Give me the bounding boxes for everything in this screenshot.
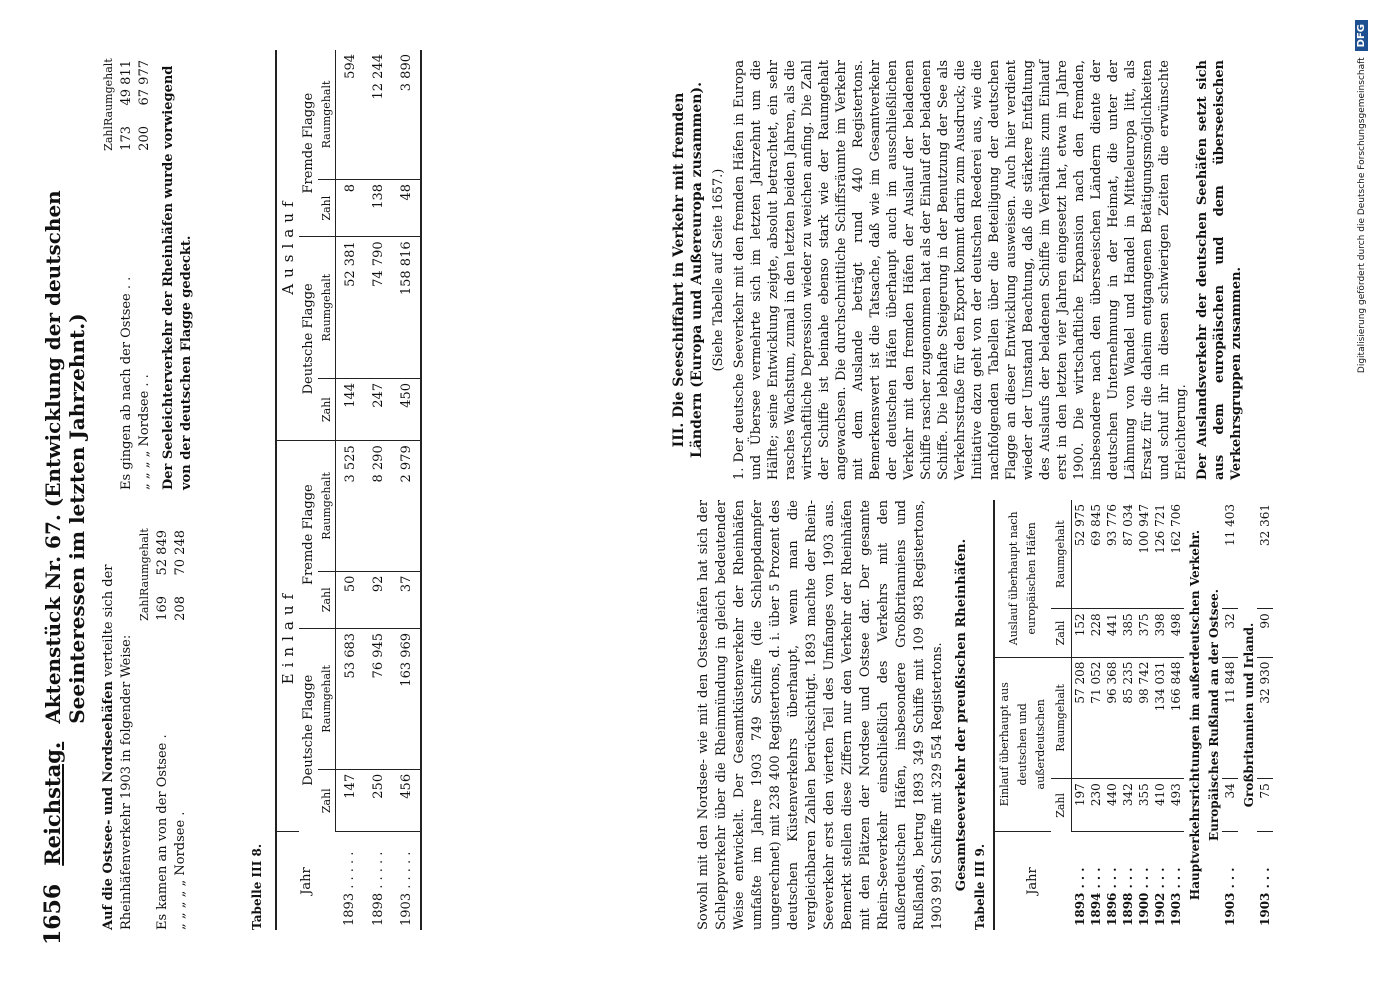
col-raum: Raumgehalt: [318, 628, 336, 769]
table-row: 1898 . . . . . 250 76 945 92 8 290 247 74 790 138 12 244: [364, 50, 392, 930]
col-zahl: Zahl: [318, 571, 336, 628]
col-zahl: Zahl: [318, 179, 336, 236]
departure-zahl: 200: [137, 126, 152, 151]
fremde-flagge-header: Fremde Flagge: [299, 50, 318, 237]
reichstag-label: Reichstag.: [40, 741, 65, 866]
col-zahl: Zahl: [102, 126, 115, 151]
table-row: 1903 . . . 75 32 930 90 32 361: [1257, 500, 1273, 930]
einlauf-header: Einlauf überhaupt aus deutschen und außerdeutschen: [994, 657, 1051, 831]
section-paragraph: 1. Der deutsche Seeverkehr mit den fremden Häfen in Europa und Übersee vermehrte sich im letzten Jahrzehnt um die Hälfte; seine Entwicklung zeigte, absolut betrachtet, ein sehr rasches Wachstum, zumal in den letzten beiden Jahren, als die wirtschaftliche Depression wieder zu weichen anfing. Die Zahl der Schiffe ist beinahe ebenso stark wie der Raumgehalt angewachsen. Die durchschnittliche Schiffsräumte im Verkehr mit dem Auslande beträgt rund 440 Registertons. Bemerkenswert ist die Tatsache, daß wie im Gesamtverkehr der deutschen Häfen überhaupt auch im ausschließlichen Verkehr mit den fremden Häfen der Auslauf der beladenen Schiffe rascher zugenommen hat als der Einlauf der beladenen Schiffe. Die lebhafte Steigerung in der Benutzung der See als Verkehrsstraße für den Export kommt darin zum Ausdruck; die Initiative dazu geht von der deutschen Reederei aus, wie die nachfolgenden Tabellen über die Beteiligung der deutschen Flagge an dieser Entwicklung ausweisen. Auch hier verdient wieder der Umstand Beachtung, daß die stärkere Entfaltung des Auslaufs der beladenen Schiffe im Verhältnis zum Einlauf erst in den letzten vier Jahren eingesetzt hat, etwa im Jahre 1900. Die wirtschaftliche Expansion nach den fremden, insbesondere nach den überseeischen Ländern diente der deutschen Unternehmung in der Heimat, die unter der Lähmung von Wandel und Handel in Mitteleuropa litt, als Ersatz für die daheim entgangenen Betätigungsmöglichkeiten und schuf ihr in diesen schwierigen Zeiten die erwünschte Erleichterung.: [732, 60, 1189, 480]
table-row: 1902 . . . 410 134 031 398 126 721: [1152, 500, 1168, 930]
digitization-credit: [1355, 20, 1368, 980]
col-zahl: Zahl: [1051, 779, 1072, 832]
departure-raum: 67 977: [137, 60, 152, 106]
table-row: 1893 . . . 197 57 208 152 52 975: [1072, 500, 1089, 930]
intro-departures: [100, 60, 196, 490]
page-number: 1656: [40, 883, 66, 945]
subsection-title: Europäisches Rußland an der Ostsee.: [1207, 589, 1221, 841]
col-raum: Raumgehalt: [138, 528, 151, 596]
arrivals-list: [136, 530, 190, 930]
auslauf-header: Auslauf: [276, 50, 299, 441]
arrival-raum: 70 248: [173, 530, 188, 576]
table-row: 1903 . . . 34 11 848 32 11 403: [1222, 500, 1238, 930]
arrival-label: Es kamen an von der Ostsee .: [155, 734, 170, 930]
table9-label: Tabelle III 9.: [973, 843, 987, 930]
col-raum: Raumgehalt: [102, 58, 115, 126]
lower-left-column: [695, 500, 1273, 930]
col-zahl: Zahl: [1051, 609, 1072, 657]
table8-label: Tabelle III 8.: [250, 843, 264, 930]
col-jahr: Jahr: [276, 832, 336, 931]
page-title: Aktenstück Nr. 67. (Entwicklung der deutschen Seeinteressen im letzten Jahrzehnt.): [41, 190, 89, 724]
fremde-flagge-header: Fremde Flagge: [299, 441, 318, 629]
arrival-zahl: 208: [173, 596, 188, 621]
col-raum: Raumgehalt: [1051, 657, 1072, 779]
intro-paragraph: Auf die Ostsee- und Nordseehäfen verteilte sich der Rheinhäfenverkehr 1903 in folgender Weise:: [101, 564, 134, 930]
arrival-raum: 52 849: [155, 530, 170, 576]
departure-raum: 49 811: [119, 60, 134, 106]
departure-label: Es gingen ab nach der Ostsee . .: [119, 276, 134, 490]
see-table-note: (Siehe Tabelle auf Seite 1657.): [711, 168, 726, 372]
credit-text: Digitalisierung gefördert durch die Deutsche Forschungsgemeinschaft: [1356, 57, 1367, 374]
col-zahl: Zahl: [318, 378, 336, 440]
col-raum: Raumgehalt: [318, 441, 336, 571]
col-raum: Raumgehalt: [1051, 500, 1072, 609]
table-row: 1903 . . . . . 456 163 969 37 2 979 450 158 816 48 3 890: [392, 50, 421, 930]
table-III-9: [993, 500, 1273, 930]
intro-note: Der Seeleichterverkehr der Rheinhäfen wurde vorwiegend von der deutschen Flagge gedeckt.: [161, 65, 194, 490]
table-row: 1898 . . . 342 85 235 385 87 034: [1120, 500, 1136, 930]
col-zahl: Zahl: [318, 769, 336, 831]
departure-zahl: 173: [119, 126, 134, 151]
arrival-zahl: 169: [155, 596, 170, 621]
table-row: 1893 . . . . . 147 53 683 50 3 525 144 52 381 8 594: [336, 50, 365, 930]
table-row: 1894 . . . 230 71 052 228 69 845: [1088, 500, 1104, 930]
deutsche-flagge-header: Deutsche Flagge: [299, 237, 318, 441]
departures-list: [100, 60, 154, 490]
page-header: [40, 65, 89, 945]
subsection-title: Großbritannien und Irland.: [1242, 622, 1256, 808]
col-zahl: Zahl: [138, 596, 151, 621]
section-paragraph: Der Auslandsverkehr der deutschen Seehäfen setzt sich aus dem europäischen und dem überseeischen Verkehrsgruppen zusammen.: [1195, 60, 1244, 480]
table-row: 1896 . . . 440 96 368 441 93 776: [1104, 500, 1120, 930]
dfg-logo: DFG: [1355, 20, 1368, 51]
table9-title: Gesamtseeverkehr der preußischen Rheinhäfen.: [954, 538, 969, 892]
subsection-title: Hauptverkehrsrichtungen im außerdeutschen Verkehr.: [1188, 529, 1202, 901]
einlauf-header: Einlauf: [276, 441, 299, 832]
arrival-label: „ „ „ „ „ Nordsee .: [173, 811, 188, 930]
schleppverkehr-paragraph: Sowohl mit den Nordsee- wie mit den Ostseehäfen hat sich der Schleppverkehr über die Rheinmündung in gleich bedeutender Weise entwickelt. Der Gesamtküstenverkehr der Rheinhäfen umfaßte im Jahre 1903 749 Schiffe (die Schleppdampfer ungerechnet) mit 238 400 Registertons, d. i. über 5 Prozent des deutschen Küstenverkehrs überhaupt, wenn man die vergleichbaren Zahlen berücksichtigt. 1893 machte der Rhein-Seeverkehr erst den vierten Teil des Umfanges von 1903 aus. Bemerkt stellen diese Ziffern nur den Verkehr der Rheinhäfen mit den Plätzen der Nordsee und Ostsee dar. Der gesamte Rhein-Seeverkehr einschließlich des Verkehrs mit den außerdeutschen Häfen, insbesondere Großbritanniens und Rußlands, betrug 1893 349 Schiffe mit 109 983 Registertons, 1903 991 Schiffe mit 329 554 Registertons.: [696, 500, 945, 930]
table-III-8: [275, 50, 422, 930]
lower-right-column: [670, 60, 1249, 480]
col-jahr: Jahr: [994, 832, 1072, 931]
auslauf-header: Auslauf überhaupt nach europäischen Häfen: [994, 500, 1051, 657]
table-row: 1903 . . . 493 166 848 498 162 706: [1168, 500, 1184, 930]
departure-label: „ „ „ „ Nordsee . .: [137, 374, 152, 490]
table-row: 1900 . . . 355 98 742 375 100 947: [1136, 500, 1152, 930]
intro-arrivals: [100, 530, 190, 930]
section-title: III. Die Seeschiffahrt in Verkehr mit fremden Ländern (Europa und Außereuropa zusammen).: [671, 82, 705, 458]
deutsche-flagge-header: Deutsche Flagge: [301, 674, 316, 786]
col-raum: Raumgehalt: [318, 237, 336, 379]
col-raum: Raumgehalt: [318, 50, 336, 179]
